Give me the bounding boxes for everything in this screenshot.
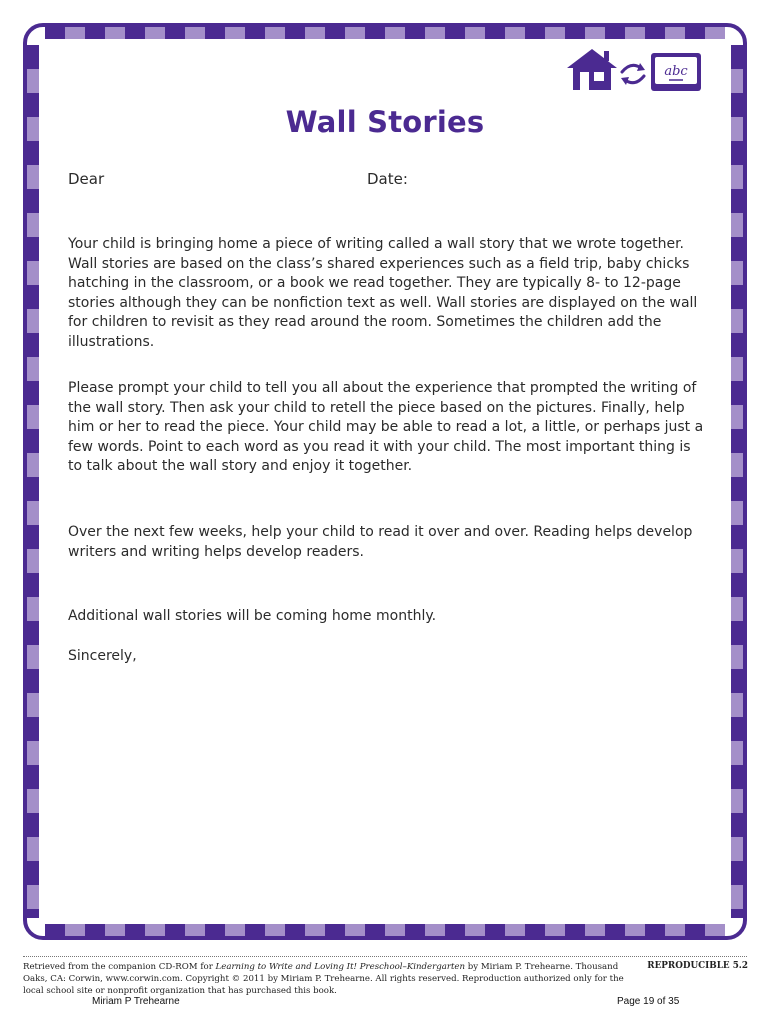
- salutation: Dear: [68, 170, 105, 188]
- copyright-prefix: Retrieved from the companion CD-ROM for: [23, 962, 216, 972]
- paragraph-additional: Additional wall stories will be coming home monthly.: [68, 608, 437, 624]
- closing: Sincerely,: [68, 648, 137, 664]
- border-stripe-bottom: [45, 924, 725, 936]
- footer-divider: [23, 956, 747, 957]
- page-border: [23, 23, 747, 940]
- copyright-suffix: by Miriam P. Trehearne. Thousand Oaks, CA: Corwin, www.corwin.com. Copyright © 2011 by Miriam P. Trehearne. All rights reserved. Reproduction authorized only for the local school site or nonprofit organization that has purchased this book.: [23, 962, 624, 996]
- date-label: Date:: [367, 170, 408, 188]
- border-stripe-left: [27, 45, 39, 918]
- paragraph-prompt: Please prompt your child to tell you all about the experience that prompted the writing of the wall story. Then ask your child to retell the piece based on the pictures. Finally, help him or her to read the piece. Your child may be able to read a lot, a little, or perhaps just a few words. Point to each word as you read it with your child. The most important thing is to talk about the wall story and enjoy it together.: [68, 380, 704, 475]
- exchange-arrows-icon: [621, 63, 645, 85]
- chalkboard-text: abc: [664, 64, 688, 79]
- book-title: Learning to Write and Loving It! Preschool–Kindergarten: [215, 962, 466, 972]
- border-stripe-top: [45, 27, 725, 39]
- author-name: Miriam P Trehearne: [92, 996, 180, 1007]
- home-school-logo: [565, 46, 705, 96]
- paragraph-practice: Over the next few weeks, help your child to read it over and over. Reading helps develop writers and writing helps develop readers.: [68, 524, 693, 560]
- reproducible-label: REPRODUCIBLE 5.2: [647, 961, 748, 971]
- copyright-note: [23, 961, 635, 997]
- border-stripe-right: [731, 45, 743, 918]
- page-title: Wall Stories: [285, 105, 485, 139]
- house-icon: [567, 49, 617, 90]
- chalkboard-icon: [651, 53, 701, 91]
- page-number: Page 19 of 35: [617, 996, 680, 1007]
- paragraph-intro: Your child is bringing home a piece of writing called a wall story that we wrote together. Wall stories are based on the class’s shared experiences such as a field trip, baby chicks hatching in the classroom, or a book we read together. They are typically 8- to 12-page stories although they can be nonfiction text as well. Wall stories are displayed on the wall for children to revisit as they read around the room. Sometimes the children add the illustrations.: [68, 236, 698, 350]
